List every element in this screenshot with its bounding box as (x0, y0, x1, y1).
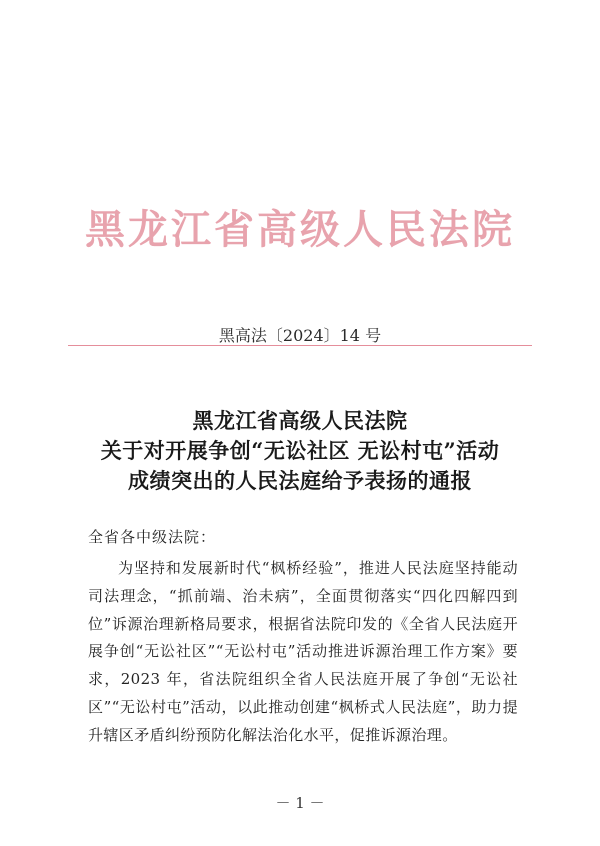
document-number: 黑高法〔2024〕14 号 (218, 326, 382, 345)
body-paragraph: 为坚持和发展新时代“枫桥经验”，推进人民法庭坚持能动司法理念，“抓前端、治未病”，全面贯彻落实“四化四解四到位”诉源治理新格局要求，根据省法院印发的《全省人民法庭开展争创“无讼社区”“无讼村屯”活动推进诉源治理工作方案》要求，2023 年，省法院组织全省人民法庭开展了争创“无讼社区”“无讼村屯”活动，以此推动创建“枫桥式人民法庭”，助力提升辖区矛盾纠纷预防化解法治化水平，促推诉源治理。 (88, 559, 518, 744)
title-line-2: 关于对开展争创“无讼社区 无讼村屯”活动 (100, 438, 500, 463)
title-line-3: 成绩突出的人民法庭给予表扬的通报 (128, 468, 472, 493)
title-line-1: 黑龙江省高级人民法院 (192, 408, 408, 433)
red-divider-line (68, 345, 532, 346)
issuer-header: 黑龙江省高级人民法院 (85, 206, 515, 253)
salutation: 全省各中级法院： (88, 528, 217, 546)
page-number: － 1 － (275, 794, 325, 812)
